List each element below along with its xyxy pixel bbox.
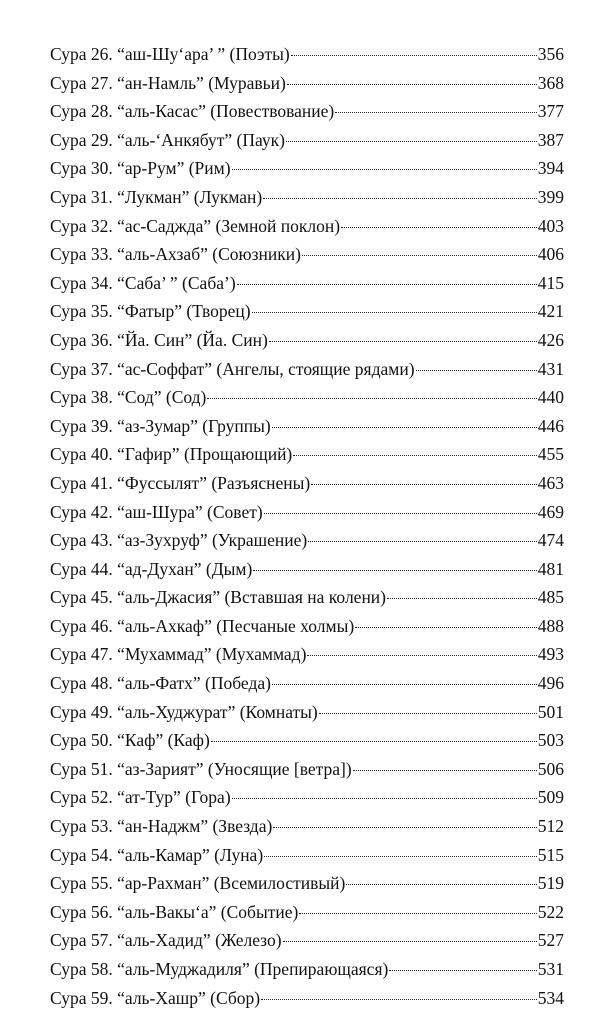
toc-entry [50, 469, 564, 498]
toc-entry-page-number: 506 [537, 758, 564, 779]
toc-entry [50, 440, 564, 469]
toc-entry [50, 869, 564, 898]
dot-leader [211, 741, 537, 742]
toc-entry-page-number: 485 [537, 587, 564, 608]
dot-leader [263, 198, 537, 199]
toc-entry-title: Сура 46. “аль-Ахкаф” (Песчаные холмы) [50, 615, 355, 636]
toc-entry-title: Сура 37. “ас-Соффат” (Ангелы, стоящие рядами) [50, 358, 415, 379]
toc-entry [50, 926, 564, 955]
dot-leader [273, 827, 536, 828]
toc-entry-page-number: 415 [537, 272, 564, 293]
toc-entry-title: Сура 41. “Фуссылят” (Разъяснены) [50, 472, 311, 493]
toc-entry [50, 698, 564, 727]
dot-leader [319, 713, 537, 714]
toc-entry [50, 955, 564, 984]
toc-entry-title: Сура 30. “ар-Рум” (Рим) [50, 158, 231, 179]
toc-entry-title: Сура 40. “Гафир” (Прощающий) [50, 444, 293, 465]
toc-entry-page-number: 522 [537, 901, 564, 922]
toc-entry-title: Сура 39. “аз-Зумар” (Группы) [50, 415, 271, 436]
toc-entry-title: Сура 56. “аль-Вакы‘а” (Событие) [50, 901, 299, 922]
toc-entry [50, 240, 564, 269]
toc-entry [50, 498, 564, 527]
toc-entry-title: Сура 45. “аль-Джасия” (Вставшая на колени) [50, 587, 387, 608]
toc-entry-page-number: 356 [537, 44, 564, 64]
toc-entry-title: Сура 59. “аль-Хашр” (Сбор) [50, 987, 261, 1008]
dot-leader [416, 370, 537, 371]
toc-entry-page-number: 474 [537, 530, 564, 551]
toc-entry-title: Сура 34. “Саба’ ” (Саба’) [50, 272, 236, 293]
dot-leader [387, 598, 537, 599]
dot-leader [302, 255, 537, 256]
toc-entry-page-number: 488 [537, 615, 564, 636]
toc-entry [50, 355, 564, 384]
toc-entry-page-number: 463 [537, 472, 564, 493]
toc-entry-title: Сура 28. “аль-Касас” (Повествование) [50, 101, 335, 122]
toc-entry [50, 183, 564, 212]
toc-entry [50, 898, 564, 927]
dot-leader [307, 655, 536, 656]
dot-leader [269, 341, 537, 342]
toc-entry-page-number: 455 [537, 444, 564, 465]
toc-entry [50, 612, 564, 641]
toc-entry-title: Сура 55. “ар-Рахман” (Всемилостивый) [50, 873, 346, 894]
toc-entry-title: Сура 47. “Мухаммад” (Мухаммад) [50, 644, 307, 665]
toc-entry-page-number: 399 [537, 186, 564, 207]
toc-entry-title: Сура 36. “Йа. Син” (Йа. Син) [50, 329, 268, 350]
toc-entry-title: Сура 49. “аль-Худжурат” (Комнаты) [50, 701, 318, 722]
dot-leader [207, 398, 536, 399]
toc-entry-page-number: 446 [537, 415, 564, 436]
dot-leader [291, 55, 537, 56]
toc-entry-page-number: 377 [537, 101, 564, 122]
dot-leader [264, 856, 537, 857]
dot-leader [232, 169, 537, 170]
toc-entry [50, 755, 564, 784]
toc-entry-page-number: 387 [537, 129, 564, 150]
dot-leader [232, 798, 537, 799]
dot-leader [311, 484, 537, 485]
dot-leader [264, 513, 537, 514]
toc-entry-page-number: 426 [537, 329, 564, 350]
dot-leader [283, 941, 537, 942]
toc-entry-page-number: 515 [537, 844, 564, 865]
dot-leader [353, 770, 537, 771]
toc-entry-page-number: 469 [537, 501, 564, 522]
toc-entry-title: Сура 29. “аль-‘Анкябут” (Паук) [50, 129, 285, 150]
toc-entry [50, 984, 564, 1012]
toc-entry-title: Сура 33. “аль-Ахзаб” (Союзники) [50, 244, 301, 265]
toc-entry [50, 326, 564, 355]
dot-leader [237, 284, 537, 285]
dot-leader [253, 570, 536, 571]
toc-entry [50, 583, 564, 612]
toc-entry [50, 69, 564, 98]
toc-entry-title: Сура 44. “ад-Духан” (Дым) [50, 558, 253, 579]
toc-entry-title: Сура 51. “аз-Зарият” (Уносящие [ветра]) [50, 758, 352, 779]
dot-leader [389, 970, 536, 971]
toc-entry-page-number: 531 [537, 959, 564, 979]
toc-entry [50, 40, 564, 69]
dot-leader [286, 141, 537, 142]
toc-entry-title: Сура 43. “аз-Зухруф” (Украшение) [50, 530, 308, 551]
toc-entry [50, 297, 564, 326]
dot-leader [272, 684, 537, 685]
toc-entry-title: Сура 31. “Лукман” (Лукман) [50, 186, 263, 207]
toc-entry-page-number: 440 [537, 387, 564, 408]
toc-entry-title: Сура 57. “аль-Хадид” (Железо) [50, 930, 282, 951]
dot-leader [335, 112, 537, 113]
toc-entry-title: Сура 48. “аль-Фатх” (Победа) [50, 673, 271, 694]
toc-entry [50, 640, 564, 669]
dot-leader [261, 999, 537, 1000]
toc-entry [50, 526, 564, 555]
toc-entry-page-number: 501 [537, 701, 564, 722]
toc-entry [50, 154, 564, 183]
toc-entry-title: Сура 58. “аль-Муджадиля” (Препирающаяся) [50, 959, 389, 979]
toc-entry-title: Сура 38. “Сод” (Сод) [50, 387, 207, 408]
toc-entry [50, 812, 564, 841]
toc-entry-title: Сура 32. “ас-Саджда” (Земной поклон) [50, 215, 341, 236]
toc-entry-page-number: 496 [537, 673, 564, 694]
toc-entry-page-number: 503 [537, 730, 564, 751]
dot-leader [272, 427, 537, 428]
toc-entry-page-number: 481 [537, 558, 564, 579]
toc-entry [50, 212, 564, 241]
toc-entry-title: Сура 42. “аш-Шура” (Совет) [50, 501, 263, 522]
toc-entry-page-number: 394 [537, 158, 564, 179]
toc-entry [50, 269, 564, 298]
toc-entry-page-number: 509 [537, 787, 564, 808]
toc-entry-title: Сура 35. “Фатыр” (Творец) [50, 301, 251, 322]
toc-entry [50, 841, 564, 870]
dot-leader [299, 913, 536, 914]
toc-entry [50, 555, 564, 584]
toc-entry [50, 669, 564, 698]
toc-entry-page-number: 512 [537, 816, 564, 837]
dot-leader [252, 312, 537, 313]
dot-leader [308, 541, 536, 542]
toc-entry-title: Сура 53. “ан-Наджм” (Звезда) [50, 816, 273, 837]
dot-leader [293, 455, 536, 456]
toc-entry-page-number: 403 [537, 215, 564, 236]
toc-entry-title: Сура 52. “ат-Тур” (Гора) [50, 787, 231, 808]
dot-leader [287, 84, 537, 85]
toc-entry-page-number: 406 [537, 244, 564, 265]
toc-entry [50, 412, 564, 441]
toc-entry-page-number: 368 [537, 72, 564, 93]
toc-entry [50, 783, 564, 812]
toc-entry-title: Сура 54. “аль-Камар” (Луна) [50, 844, 264, 865]
toc-entry-page-number: 527 [537, 930, 564, 951]
toc-entry [50, 726, 564, 755]
dot-leader [346, 884, 536, 885]
dot-leader [355, 627, 537, 628]
toc-entry-title: Сура 50. “Каф” (Каф) [50, 730, 210, 751]
toc-entry-title: Сура 27. “ан-Намль” (Муравьи) [50, 72, 286, 93]
toc-entry [50, 126, 564, 155]
toc-entry-page-number: 421 [537, 301, 564, 322]
toc-entry [50, 97, 564, 126]
toc-entry-page-number: 519 [537, 873, 564, 894]
toc-entry-title: Сура 26. “аш-Шу‘ара’ ” (Поэты) [50, 44, 290, 64]
table-of-contents [50, 40, 564, 1012]
toc-entry [50, 383, 564, 412]
dot-leader [341, 227, 537, 228]
toc-entry-page-number: 534 [537, 987, 564, 1008]
toc-entry-page-number: 493 [537, 644, 564, 665]
toc-entry-page-number: 431 [537, 358, 564, 379]
